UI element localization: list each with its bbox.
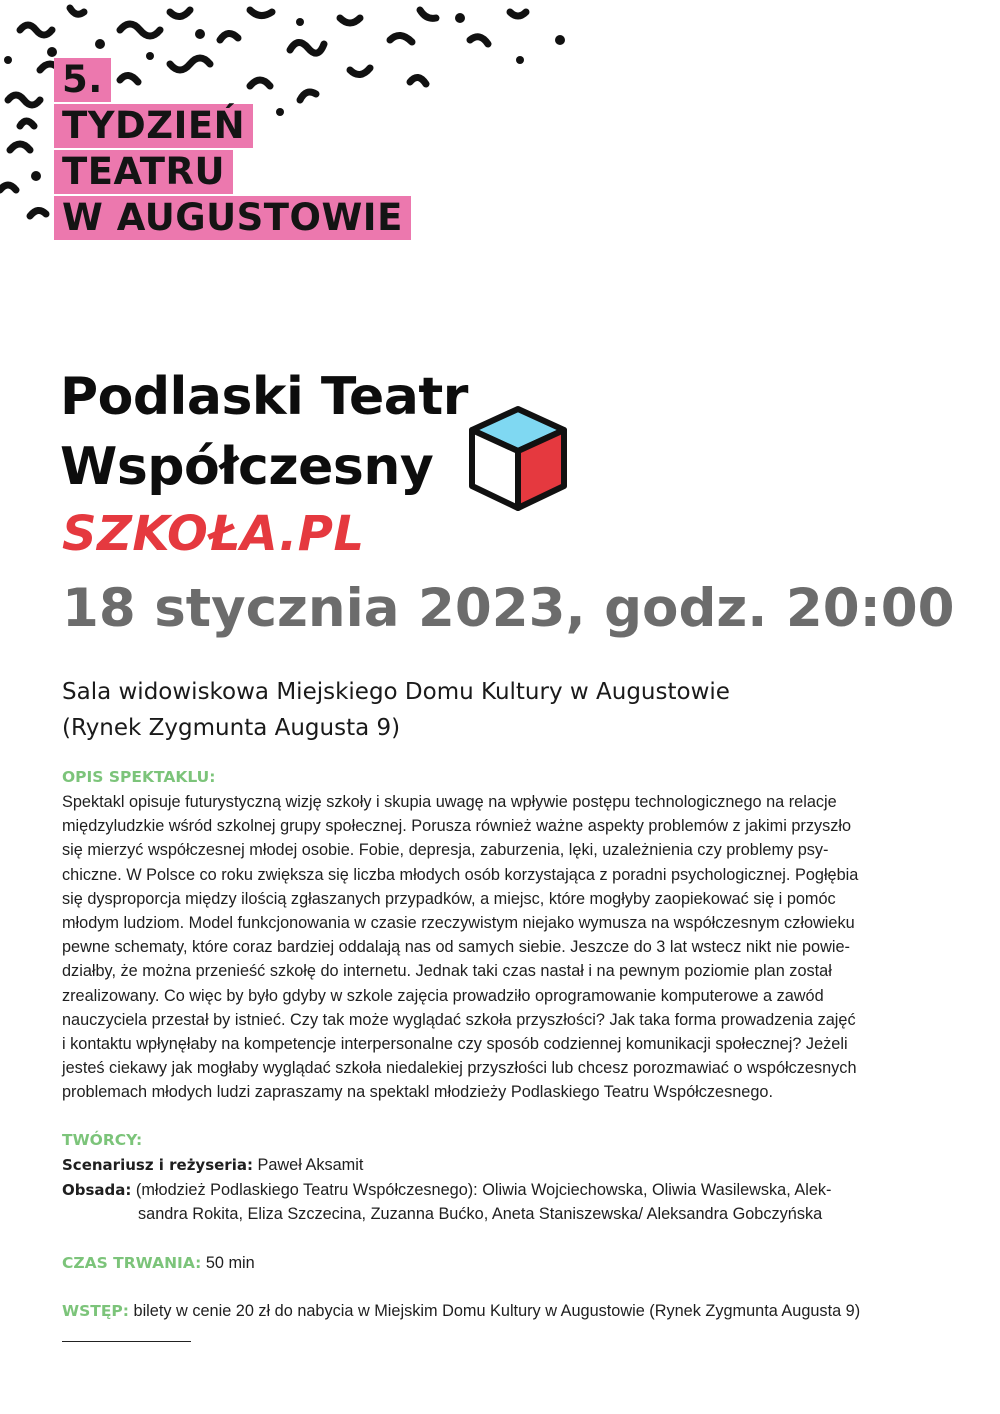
festival-banner: [54, 58, 411, 242]
event-datetime: 18 stycznia 2023, godz. 20:00: [62, 578, 955, 639]
cast-value-continued: sandra Rokita, Eliza Szczecina, Zuzanna Bućko, Aneta Staniszewska/ Aleksandra Gobczyńska: [138, 1205, 823, 1223]
theatre-name-line: Podlaski Teatr: [60, 367, 468, 427]
description-line: chiczne. W Polsce co roku zwiększa się liczba młodych osób korzystająca z poradni psychologicznej. Pogłębia: [62, 865, 859, 884]
description-line: międzyludzkie wśród szkolnej grupy społecznej. Porusza również ważne aspekty problemów z jakimi przyszło: [62, 817, 852, 836]
cast-key: Obsada:: [62, 1180, 132, 1199]
duration-label: CZAS TRWANIA:: [62, 1254, 202, 1272]
festival-line: TYDZIEŃ: [54, 104, 253, 148]
cast-value: (młodzież Podlaskiego Teatru Współczesnego): Oliwia Wojciechowska, Oliwia Wasilewska, Alek-: [131, 1180, 832, 1199]
description-line: zrealizowany. Co więc by było gdyby w szkole zajęcia prowadziło oprogramowanie komputerowe a zawód: [62, 986, 824, 1005]
cast-credit: [62, 1178, 942, 1203]
description-line: się mierzyć współczesnej młodej osobie. Fobie, depresja, zaburzenia, lęki, uzależnienia czy problemy psy-: [62, 841, 829, 860]
theatre-name: [60, 362, 468, 502]
description-text: [62, 790, 934, 1105]
director-key: Scenariusz i reżyseria:: [62, 1156, 253, 1174]
description-line: problemach młodych ludzi zapraszamy na spektakl młodzieży Podlaskiego Teatru Współczesnego.: [62, 1083, 773, 1102]
description-line: się dysproporcja między ilością zgłaszanych przypadków, a miejsc, które mogłyby zaopiekować się i pomóc: [62, 889, 836, 908]
entry-info: [62, 1299, 860, 1323]
description-label: OPIS SPEKTAKLU:: [62, 768, 216, 786]
description-line: Spektakl opisuje futurystyczną wizję szkoły i skupia uwagę na wpływie postępu technologicznego na relacje: [62, 793, 837, 811]
footnote-divider: [62, 1341, 191, 1342]
duration: [62, 1251, 255, 1275]
description-line: pewne schematy, które coraz bardziej oddalają nas od samych siebie. Jeszcze do 3 lat wstecz nikt nie powie-: [62, 938, 850, 957]
cube-logo-icon: [466, 404, 570, 516]
venue-line: Sala widowiskowa Miejskiego Domu Kultury w Augustowie: [62, 679, 730, 705]
entry-label: WSTĘP:: [62, 1302, 129, 1320]
description-line: jesteś ciekawy jak mogłaby wyglądać szkoła niedalekiej przyszłości lub chcesz porozmawiać o współczesnych: [62, 1059, 857, 1078]
description-line: młodym ludziom. Model funkcjonowania w czasie rzeczywistym niejako wymusza na współczesnym człowieku: [62, 914, 855, 933]
description-line: działby, że można przenieść szkołę do internetu. Jednak taki czas nastał i na pewnym poziomie plan został: [62, 962, 832, 981]
creators-label: TWÓRCY:: [62, 1131, 143, 1149]
theatre-name-line: Współczesny: [60, 437, 434, 497]
director-value: Paweł Aksamit: [252, 1156, 364, 1174]
duration-value: 50 min: [201, 1254, 255, 1272]
play-title: SZKOŁA.PL: [62, 506, 365, 562]
festival-line: TEATRU: [54, 150, 233, 194]
director-credit: [62, 1153, 942, 1178]
venue: [62, 674, 730, 746]
festival-line: 5.: [54, 58, 111, 102]
festival-line: W AUGUSTOWIE: [54, 196, 411, 240]
entry-value: bilety w cenie 20 zł do nabycia w Miejskim Domu Kultury w Augustowie (Rynek Zygmunta Augusta 9): [128, 1302, 861, 1320]
description-line: nauczyciela przestał by istnieć. Czy tak może wyglądać szkoła przyszłości? Jak taka forma prowadzenia zajęć: [62, 1010, 856, 1029]
venue-line: (Rynek Zygmunta Augusta 9): [62, 715, 401, 741]
credits: [62, 1153, 942, 1227]
description-line: i kontaktu wpłynęłaby na kompetencje interpersonalne czy sposób codziennej komunikacji społecznej? Jeżeli: [62, 1035, 848, 1054]
